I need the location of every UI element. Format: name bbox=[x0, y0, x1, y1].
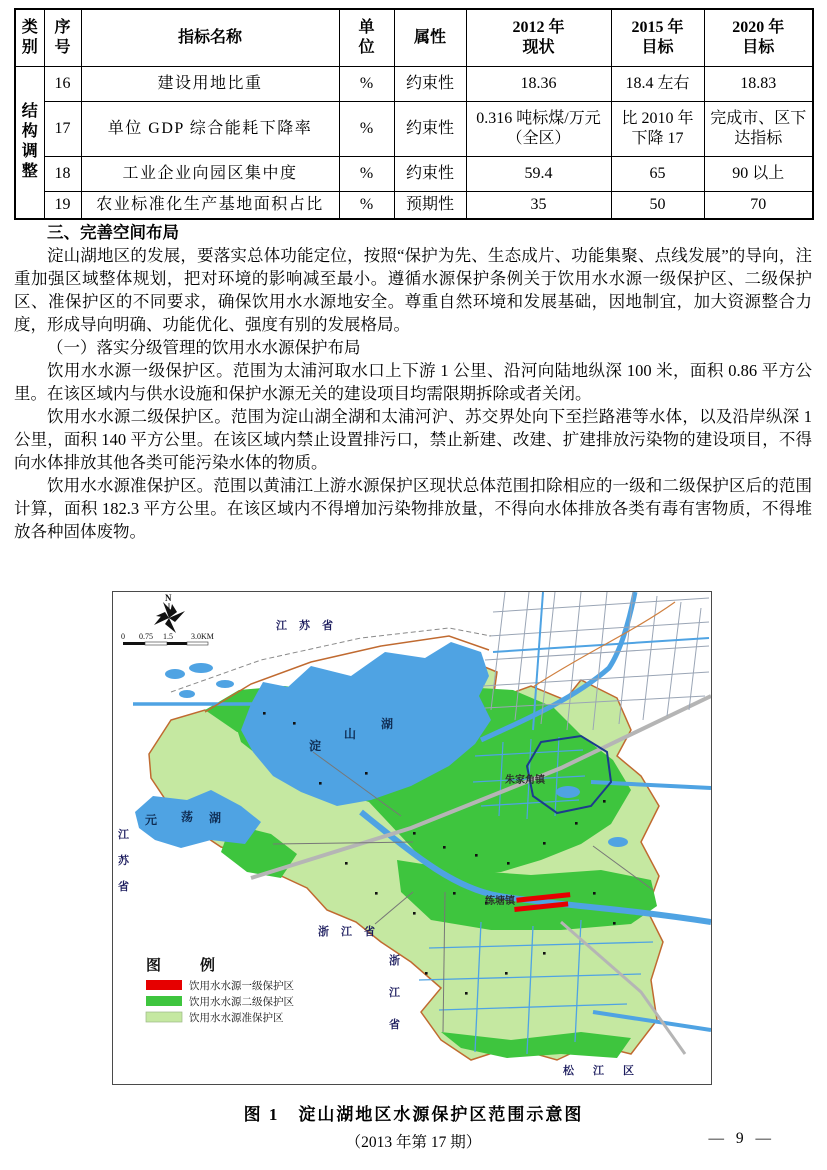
footer-issue: （2013 年第 17 期） bbox=[345, 1134, 482, 1151]
zhejiang-label-bottom: 省 bbox=[364, 926, 375, 938]
cell-2020: 90 以上 bbox=[704, 156, 813, 191]
compass-rose-icon bbox=[154, 593, 185, 633]
header-index bbox=[44, 9, 81, 66]
zhujiajiao-label: 朱家角镇 bbox=[505, 775, 545, 786]
header-unit bbox=[339, 9, 394, 66]
header-unit-line1: 单 bbox=[358, 18, 375, 36]
cell-attribute: 约束性 bbox=[394, 66, 466, 101]
cell-2012: 59.4 bbox=[466, 156, 611, 191]
dianshan-lake-label: 山 bbox=[344, 727, 357, 741]
cell-indicator: 单位 GDP 综合能耗下降率 bbox=[81, 101, 339, 156]
scale-segment bbox=[145, 642, 167, 645]
table-row bbox=[15, 101, 813, 156]
cell-unit: % bbox=[339, 101, 394, 156]
scale-segment bbox=[187, 642, 208, 645]
scale-segment bbox=[167, 642, 187, 645]
legend-label-quasi: 饮用水水源准保护区 bbox=[189, 1013, 284, 1024]
cell-2015: 比 2010 年下降 17 bbox=[611, 101, 704, 156]
pond bbox=[189, 663, 213, 673]
header-attribute: 属性 bbox=[394, 9, 466, 66]
category-cell: 结构调整 bbox=[15, 66, 44, 219]
cell-unit: % bbox=[339, 191, 394, 219]
header-index-line1: 序 bbox=[54, 18, 71, 36]
table-header-row bbox=[15, 9, 813, 66]
cell-index: 17 bbox=[44, 101, 81, 156]
yuandang-lake-label: 荡 bbox=[181, 810, 194, 824]
table-row bbox=[15, 191, 813, 219]
pond bbox=[216, 680, 234, 688]
page-number: — 9 — bbox=[708, 1130, 775, 1147]
header-2015 bbox=[611, 9, 704, 66]
cell-indicator: 建设用地比重 bbox=[81, 66, 339, 101]
header-indicator: 指标名称 bbox=[81, 9, 339, 66]
cell-index: 19 bbox=[44, 191, 81, 219]
cell-2020: 70 bbox=[704, 191, 813, 219]
zhejiang-label-right: 省 bbox=[389, 1019, 400, 1031]
cell-index: 18 bbox=[44, 156, 81, 191]
scale-bar bbox=[121, 632, 214, 645]
paragraph: 淀山湖地区的发展，要落实总体功能定位，按照“保护为先、生态成片、功能集聚、点线发展”的导向，注重加强区域整体规划，把对环境的影响减至最小。遵循水源保护条例关于饮用水水源一级保护区、二级保护区、准保护区的不同要求，确保饮用水水源地安全。尊重自然环境和发展基础，因地制宜，加大资源整合力度，形成导向明确、功能优化、强度有别的发展格局。 bbox=[14, 246, 812, 334]
jiangsu-label-left: 省 bbox=[118, 881, 129, 893]
jiangsu-label-left: 江 bbox=[118, 829, 129, 841]
songjiang-label: 江 bbox=[593, 1065, 604, 1077]
figure-map bbox=[112, 591, 712, 1085]
legend-label-secondary: 饮用水水源二级保护区 bbox=[189, 997, 294, 1008]
zhejiang-label-bottom: 浙 bbox=[318, 926, 329, 938]
header-index-line2: 号 bbox=[54, 38, 71, 56]
header-2020-line2: 目标 bbox=[742, 38, 775, 56]
cell-2020: 完成市、区下达指标 bbox=[704, 101, 813, 156]
cell-2015: 50 bbox=[611, 191, 704, 219]
header-unit-line2: 位 bbox=[358, 38, 375, 56]
cell-index: 16 bbox=[44, 66, 81, 101]
north-label: N bbox=[165, 593, 172, 603]
cell-attribute: 约束性 bbox=[394, 101, 466, 156]
pond bbox=[179, 690, 195, 698]
header-2012-line2: 现状 bbox=[522, 38, 555, 56]
pond bbox=[165, 669, 185, 679]
dianshan-lake-label: 淀 bbox=[309, 739, 322, 753]
legend-swatch-quasi bbox=[146, 1012, 182, 1022]
paragraph: 饮用水水源二级保护区。范围为淀山湖全湖和太浦河沪、苏交界处向下至拦路港等水体，以及沿岸纵深 1 公里，面积 140 平方公里。在该区域内禁止设置排污口，禁止新建、改建、扩建排放污染物的建设项目，不得向水体排放其他各类可能污染水体的物质。 bbox=[14, 407, 812, 472]
header-2012-line1: 2012 年 bbox=[512, 18, 565, 36]
header-2015-line1: 2015 年 bbox=[631, 18, 684, 36]
liantang-label: 练塘镇 bbox=[485, 896, 515, 907]
table-row bbox=[15, 156, 813, 191]
scale-label-1: 0.75 bbox=[139, 632, 153, 641]
pond bbox=[556, 786, 580, 798]
table-row bbox=[15, 66, 813, 101]
header-category-line2: 别 bbox=[21, 38, 38, 56]
legend-title: 图 例 bbox=[146, 958, 228, 974]
cell-indicator: 工业企业向园区集中度 bbox=[81, 156, 339, 191]
jiangsu-label-left: 苏 bbox=[118, 855, 129, 867]
zhejiang-label-bottom: 江 bbox=[341, 926, 352, 938]
scale-label-3: 3.0KM bbox=[191, 632, 214, 641]
scale-label-2: 1.5 bbox=[163, 632, 173, 641]
scale-label-0: 0 bbox=[121, 632, 125, 641]
yuandang-lake-label: 湖 bbox=[209, 811, 222, 825]
header-2020 bbox=[704, 9, 813, 66]
cell-attribute: 预期性 bbox=[394, 191, 466, 219]
jiangsu-label-top: 苏 bbox=[299, 620, 310, 632]
pond bbox=[608, 837, 628, 847]
songjiang-label: 松 bbox=[563, 1065, 574, 1077]
legend-swatch-primary bbox=[146, 980, 182, 990]
legend-label-primary: 饮用水水源一级保护区 bbox=[189, 981, 294, 992]
zhejiang-label-right: 江 bbox=[389, 987, 400, 999]
cell-2015: 65 bbox=[611, 156, 704, 191]
paragraph: 饮用水水源准保护区。范围以黄浦江上游水源保护区现状总体范围扣除相应的一级和二级保护区后的范围计算，面积 182.3 平方公里。在该区域内不得增加污染物排放量，不得向水体排放各类有毒有害物质，不得堆放各种固体废物。 bbox=[14, 476, 812, 541]
legend-swatch-secondary bbox=[146, 996, 182, 1006]
songjiang-label: 区 bbox=[623, 1065, 634, 1077]
cell-2020: 18.83 bbox=[704, 66, 813, 101]
body-text bbox=[14, 221, 812, 543]
figure-caption: 图 1 淀山湖地区水源保护区范围示意图 bbox=[243, 1105, 584, 1124]
cell-2015: 18.4 左右 bbox=[611, 66, 704, 101]
cell-2012: 18.36 bbox=[466, 66, 611, 101]
scale-segment bbox=[123, 642, 145, 645]
zhejiang-label-right: 浙 bbox=[389, 955, 400, 967]
sub-heading: （一）落实分级管理的饮用水水源保护布局 bbox=[47, 338, 361, 357]
dianshan-lake-label: 湖 bbox=[381, 717, 394, 731]
cell-attribute: 约束性 bbox=[394, 156, 466, 191]
map-legend bbox=[146, 956, 294, 1024]
paragraph: 饮用水水源一级保护区。范围为太浦河取水口上下游 1 公里、沿河向陆地纵深 100 米，面积 0.86 平方公里。在该区域内与供水设施和保护水源无关的建设项目均需限期拆除或者关闭。 bbox=[14, 361, 812, 403]
map-svg bbox=[113, 592, 711, 1082]
header-2012 bbox=[466, 9, 611, 66]
section-heading: 三、完善空间布局 bbox=[47, 223, 179, 242]
yuandang-lake-label: 元 bbox=[145, 813, 158, 827]
cell-2012: 0.316 吨标煤/万元（全区） bbox=[466, 101, 611, 156]
header-2015-line2: 目标 bbox=[641, 38, 674, 56]
cell-unit: % bbox=[339, 156, 394, 191]
jiangsu-label-top: 江 bbox=[276, 620, 287, 632]
cell-unit: % bbox=[339, 66, 394, 101]
compass-blades bbox=[154, 602, 185, 633]
jiangsu-label-top: 省 bbox=[322, 620, 333, 632]
header-category bbox=[15, 9, 44, 66]
cell-2012: 35 bbox=[466, 191, 611, 219]
header-category-line1: 类 bbox=[21, 18, 38, 36]
indicators-table bbox=[14, 8, 814, 220]
cell-indicator: 农业标准化生产基地面积占比 bbox=[81, 191, 339, 219]
header-2020-line1: 2020 年 bbox=[732, 18, 785, 36]
